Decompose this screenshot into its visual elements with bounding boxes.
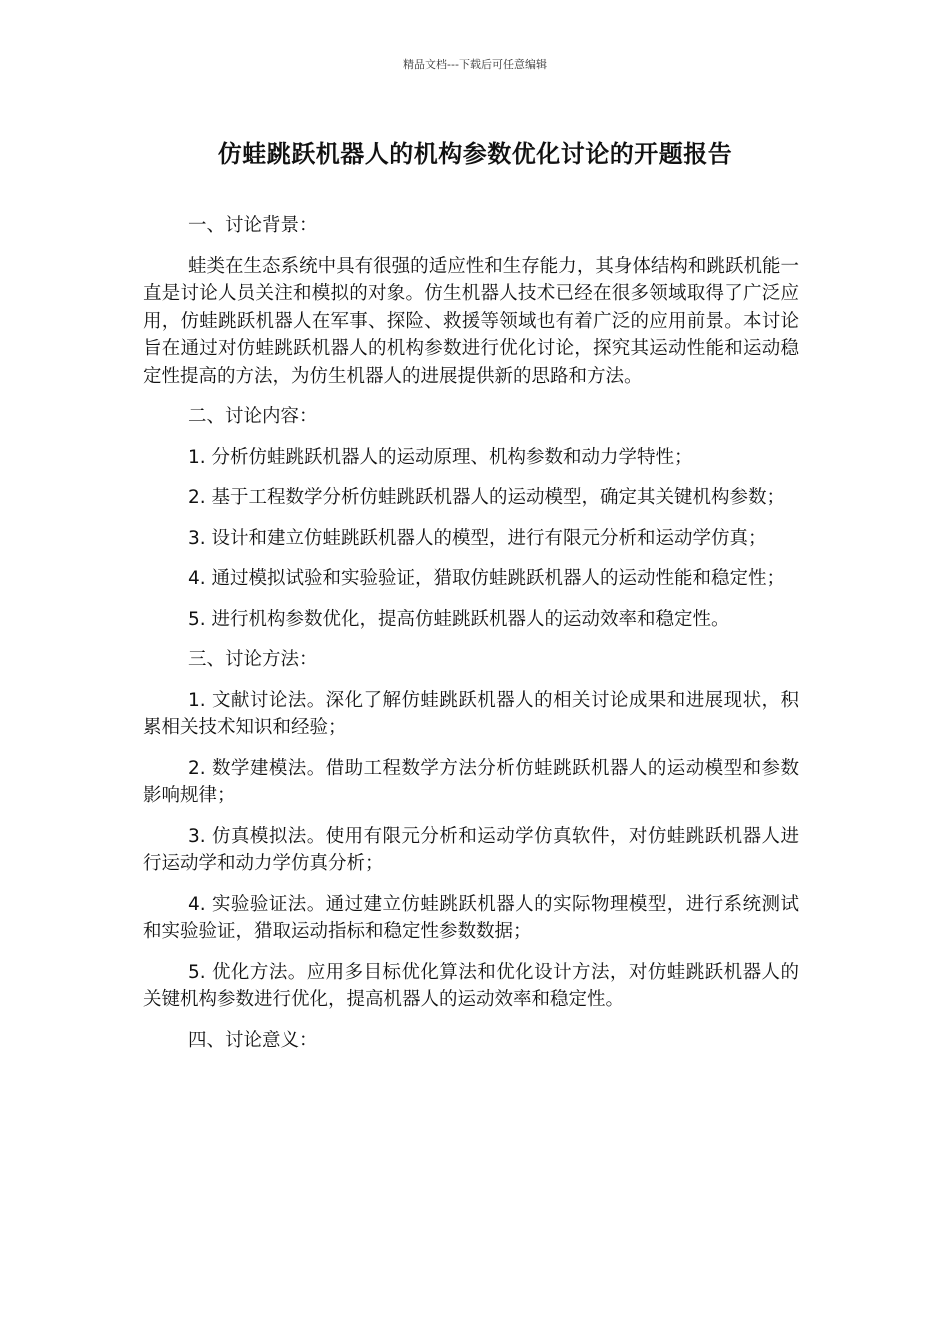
- method-item-3: 3. 仿真模拟法。使用有限元分析和运动学仿真软件，对仿蛙跳跃机器人进行运动学和动力学仿真分析；: [143, 825, 799, 874]
- method-item-1: 1. 文献讨论法。深化了解仿蛙跳跃机器人的相关讨论成果和进展现状，积累相关技术知识和经验；: [143, 689, 799, 738]
- content-item-2: 2. 基于工程数学分析仿蛙跳跃机器人的运动模型，确定其关键机构参数；: [188, 487, 786, 508]
- method-item-5: 5. 优化方法。应用多目标优化算法和优化设计方法，对仿蛙跳跃机器人的关键机构参数进行优化，提高机器人的运动效率和稳定性。: [143, 961, 799, 1010]
- section-heading-significance: 四、讨论意义：: [188, 1029, 318, 1051]
- page-header: 精品文档---下载后可任意编辑: [403, 58, 547, 71]
- section-heading-methods: 三、讨论方法：: [188, 649, 318, 670]
- content-item-4: 4. 通过模拟试验和实验验证，猎取仿蛙跳跃机器人的运动性能和稳定性；: [188, 568, 786, 589]
- background-paragraph: 蛙类在生态系统中具有很强的适应性和生存能力，其身体结构和跳跃机能一直是讨论人员关注和模拟的对象。仿生机器人技术已经在很多领域取得了广泛应用，仿蛙跳跃机器人在军事、探险、救援等领域也有着广泛的应用前景。本讨论旨在通过对仿蛙跳跃机器人的机构参数进行优化讨论，探究其运动性能和运动稳定性提高的方法，为仿生机器人的进展提供新的思路和方法。: [143, 255, 799, 387]
- section-heading-background: 一、讨论背景：: [188, 215, 318, 236]
- method-item-2: 2. 数学建模法。借助工程数学方法分析仿蛙跳跃机器人的运动模型和参数影响规律；: [143, 757, 799, 806]
- content-item-5: 5. 进行机构参数优化，提高仿蛙跳跃机器人的运动效率和稳定性。: [188, 608, 730, 630]
- document-body: [143, 212, 799, 1067]
- content-item-3: 3. 设计和建立仿蛙跳跃机器人的模型，进行有限元分析和运动学仿真；: [188, 527, 767, 549]
- content-item-1: 1. 分析仿蛙跳跃机器人的运动原理、机构参数和动力学特性；: [188, 446, 693, 468]
- document-title: 仿蛙跳跃机器人的机构参数优化讨论的开题报告: [217, 140, 733, 168]
- section-heading-content: 二、讨论内容：: [188, 406, 318, 427]
- method-item-4: 4. 实验验证法。通过建立仿蛙跳跃机器人的实际物理模型，进行系统测试和实验验证，猎取运动指标和稳定性参数数据；: [143, 893, 799, 942]
